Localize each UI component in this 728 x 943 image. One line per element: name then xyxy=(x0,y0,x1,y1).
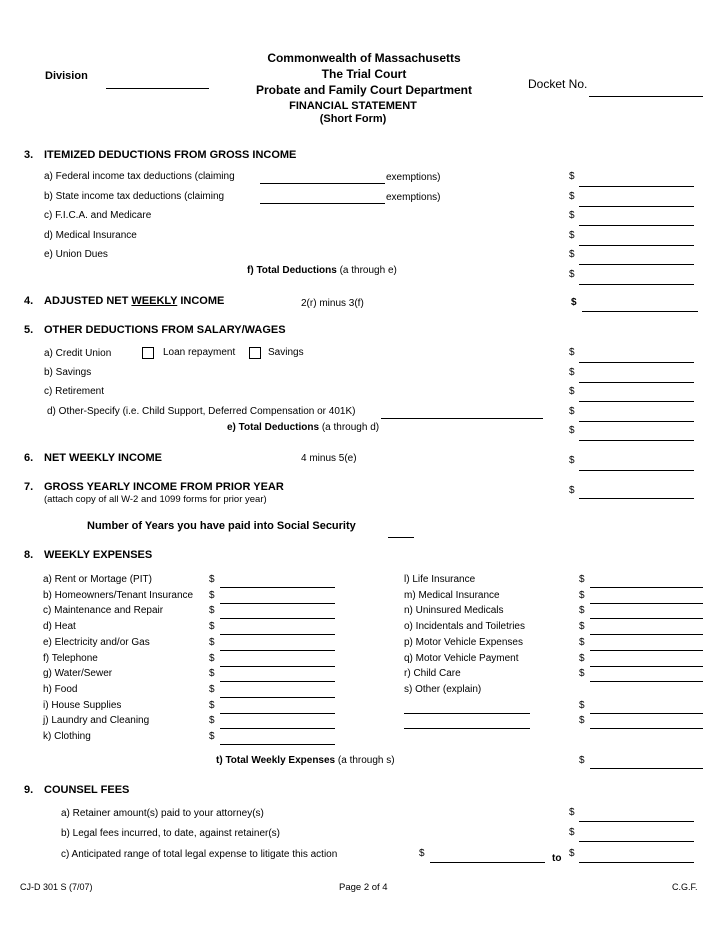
expense-amount-field[interactable] xyxy=(590,669,703,682)
dollar-sign: $ xyxy=(569,485,575,496)
dollar-sign: $ xyxy=(569,807,575,818)
union-dues-amount[interactable] xyxy=(579,252,694,265)
expense-amount-field[interactable] xyxy=(590,638,703,651)
dollar-sign: $ xyxy=(209,684,215,695)
net-weekly-amount[interactable] xyxy=(579,458,694,471)
federal-tax-label: a) Federal income tax deductions (claiming xyxy=(44,171,235,182)
court-name: Commonwealth of Massachusetts xyxy=(267,51,461,65)
section-4-number: 4. xyxy=(24,295,34,307)
expense-label: g) Water/Sewer xyxy=(43,668,113,679)
federal-exemptions-label: exemptions) xyxy=(386,172,441,183)
dollar-sign: $ xyxy=(419,848,425,859)
other-specify-label: d) Other-Specify (i.e. Child Support, Deferred Compensation or 401K) xyxy=(47,406,356,417)
docket-label: Docket No. xyxy=(528,77,588,91)
section-4-title: ADJUSTED NET WEEKLY INCOME xyxy=(44,295,225,307)
expense-label: d) Heat xyxy=(43,621,76,632)
section-6-title: NET WEEKLY INCOME xyxy=(44,452,162,464)
expense-amount-field[interactable] xyxy=(220,575,335,588)
document-subtitle: (Short Form) xyxy=(319,113,387,125)
dollar-sign: $ xyxy=(209,668,215,679)
expense-label: k) Clothing xyxy=(43,731,91,742)
fica-amount[interactable] xyxy=(579,213,694,226)
docket-field[interactable] xyxy=(589,84,703,97)
division-field[interactable] xyxy=(106,76,209,89)
dollar-sign: $ xyxy=(579,590,585,601)
section-5-title: OTHER DEDUCTIONS FROM SALARY/WAGES xyxy=(44,324,286,336)
other-deduction-amount[interactable] xyxy=(579,409,694,422)
federal-tax-amount[interactable] xyxy=(579,174,694,187)
medical-insurance-amount[interactable] xyxy=(579,233,694,246)
court-department: Probate and Family Court Department xyxy=(255,83,473,97)
expense-label: c) Maintenance and Repair xyxy=(43,605,164,616)
dollar-sign: $ xyxy=(579,621,585,632)
dollar-sign: $ xyxy=(209,700,215,711)
dollar-sign: $ xyxy=(209,715,215,726)
dollar-sign: $ xyxy=(209,637,215,648)
dollar-sign: $ xyxy=(571,297,577,308)
other-specify-field[interactable] xyxy=(381,406,543,419)
expense-amount-field[interactable] xyxy=(220,669,335,682)
expense-amount-field[interactable] xyxy=(590,575,703,588)
dollar-sign: $ xyxy=(579,668,585,679)
other-amount-1[interactable] xyxy=(590,701,703,714)
dollar-sign: $ xyxy=(209,590,215,601)
dollar-sign: $ xyxy=(569,191,575,202)
expense-label: e) Electricity and/or Gas xyxy=(43,637,150,648)
state-tax-amount[interactable] xyxy=(579,194,694,207)
gross-yearly-amount[interactable] xyxy=(579,486,694,499)
section-8-number: 8. xyxy=(24,549,34,561)
credit-union-label: a) Credit Union xyxy=(44,348,112,359)
dollar-sign: $ xyxy=(569,230,575,241)
savings-label: b) Savings xyxy=(44,367,92,378)
expense-label: a) Rent or Mortage (PIT) xyxy=(43,574,152,585)
dollar-sign: $ xyxy=(209,653,215,664)
expense-amount-field[interactable] xyxy=(220,622,335,635)
total-other-deductions-amount[interactable] xyxy=(579,428,694,441)
dollar-sign: $ xyxy=(569,347,575,358)
section-5-number: 5. xyxy=(24,324,34,336)
adjusted-net-amount[interactable] xyxy=(582,299,698,312)
page-number: Page 2 of 4 xyxy=(339,882,388,893)
section-7-note: (attach copy of all W-2 and 1099 forms for prior year) xyxy=(44,494,267,505)
dollar-sign: $ xyxy=(569,386,575,397)
loan-repayment-checkbox[interactable] xyxy=(142,347,154,359)
section-3-number: 3. xyxy=(24,149,34,161)
retainer-amount[interactable] xyxy=(579,809,694,822)
anticipated-high-amount[interactable] xyxy=(579,850,694,863)
dollar-sign: $ xyxy=(209,605,215,616)
expense-amount-field[interactable] xyxy=(220,685,335,698)
fica-label: c) F.I.C.A. and Medicare xyxy=(44,210,152,221)
expense-amount-field[interactable] xyxy=(220,606,335,619)
union-dues-label: e) Union Dues xyxy=(44,249,108,260)
section-9-title: COUNSEL FEES xyxy=(44,784,130,796)
expense-amount-field[interactable] xyxy=(590,622,703,635)
range-to-label: to xyxy=(552,853,562,864)
court-subtitle: The Trial Court xyxy=(321,67,407,81)
division-label: Division xyxy=(45,70,88,82)
expense-label: j) Laundry and Cleaning xyxy=(43,715,150,726)
dollar-sign: $ xyxy=(209,574,215,585)
dollar-sign: $ xyxy=(569,827,575,838)
expense-label: h) Food xyxy=(43,684,78,695)
dollar-sign: $ xyxy=(569,455,575,466)
dollar-sign: $ xyxy=(579,574,585,585)
dollar-sign: $ xyxy=(569,406,575,417)
form-initials: C.G.F. xyxy=(672,882,698,892)
social-security-years-field[interactable] xyxy=(388,525,414,538)
dollar-sign: $ xyxy=(579,755,585,766)
expense-label: q) Motor Vehicle Payment xyxy=(404,653,519,664)
dollar-sign: $ xyxy=(209,731,215,742)
anticipated-expense-label: c) Anticipated range of total legal expense to litigate this action xyxy=(61,849,338,860)
federal-exemptions-field[interactable] xyxy=(260,171,385,184)
loan-repayment-label: Loan repayment xyxy=(163,347,236,358)
expense-label: o) Incidentals and Toiletries xyxy=(404,621,525,632)
expense-amount-field[interactable] xyxy=(590,606,703,619)
expense-amount-field[interactable] xyxy=(220,591,335,604)
section-3-title: ITEMIZED DEDUCTIONS FROM GROSS INCOME xyxy=(44,149,297,161)
dollar-sign: $ xyxy=(579,637,585,648)
expense-amount-field[interactable] xyxy=(220,716,335,729)
expense-label: n) Uninsured Medicals xyxy=(404,605,504,616)
total-deductions-amount[interactable] xyxy=(579,272,694,285)
dollar-sign: $ xyxy=(569,210,575,221)
retainer-label: a) Retainer amount(s) paid to your attorney(s) xyxy=(61,808,264,819)
medical-insurance-label: d) Medical Insurance xyxy=(44,230,137,241)
form-code: CJ-D 301 S (7/07) xyxy=(20,882,93,892)
expense-amount-field[interactable] xyxy=(590,654,703,667)
other-amount-2[interactable] xyxy=(590,716,703,729)
savings-amount[interactable] xyxy=(579,370,694,383)
expense-label: f) Telephone xyxy=(43,653,98,664)
state-exemptions-field[interactable] xyxy=(260,191,385,204)
expense-label: b) Homeowners/Tenant Insurance xyxy=(43,590,194,601)
state-tax-label: b) State income tax deductions (claiming xyxy=(44,191,225,202)
adjusted-calc-note: 2(r) minus 3(f) xyxy=(301,298,364,309)
dollar-sign: $ xyxy=(579,653,585,664)
expense-label: s) Other (explain) xyxy=(404,684,482,695)
expense-label: l) Life Insurance xyxy=(404,574,476,585)
credit-union-amount[interactable] xyxy=(579,350,694,363)
expense-label: r) Child Care xyxy=(404,668,461,679)
dollar-sign: $ xyxy=(579,715,585,726)
dollar-sign: $ xyxy=(569,269,575,280)
total-weekly-expenses-label: t) Total Weekly Expenses (a through s) xyxy=(216,755,395,766)
expense-amount-field[interactable] xyxy=(590,591,703,604)
dollar-sign: $ xyxy=(209,621,215,632)
retirement-label: c) Retirement xyxy=(44,386,105,397)
net-calc-note: 4 minus 5(e) xyxy=(301,453,357,464)
expense-label: p) Motor Vehicle Expenses xyxy=(404,637,523,648)
expense-amount-field[interactable] xyxy=(220,654,335,667)
document-title: FINANCIAL STATEMENT xyxy=(289,100,417,112)
social-security-label: Number of Years you have paid into Social Security xyxy=(87,520,356,532)
total-deductions-label: f) Total Deductions (a through e) xyxy=(247,265,397,276)
dollar-sign: $ xyxy=(569,425,575,436)
section-6-number: 6. xyxy=(24,452,34,464)
expense-amount-field[interactable] xyxy=(220,732,335,745)
expense-amount-field[interactable] xyxy=(220,701,335,714)
dollar-sign: $ xyxy=(569,848,575,859)
section-9-number: 9. xyxy=(24,784,34,796)
other-explain-field-2[interactable] xyxy=(404,716,530,729)
total-other-deductions-label: e) Total Deductions (a through d) xyxy=(227,422,380,433)
state-exemptions-label: exemptions) xyxy=(386,192,441,203)
anticipated-low-amount[interactable] xyxy=(430,850,545,863)
legal-fees-label: b) Legal fees incurred, to date, against retainer(s) xyxy=(61,828,281,839)
other-explain-field-1[interactable] xyxy=(404,701,530,714)
section-7-number: 7. xyxy=(24,481,34,493)
dollar-sign: $ xyxy=(569,171,575,182)
dollar-sign: $ xyxy=(569,249,575,260)
expense-label: i) House Supplies xyxy=(43,700,122,711)
dollar-sign: $ xyxy=(579,700,585,711)
expense-label: m) Medical Insurance xyxy=(404,590,500,601)
legal-fees-amount[interactable] xyxy=(579,829,694,842)
retirement-amount[interactable] xyxy=(579,389,694,402)
dollar-sign: $ xyxy=(579,605,585,616)
section-8-title: WEEKLY EXPENSES xyxy=(44,549,153,561)
total-weekly-expenses-amount[interactable] xyxy=(590,756,703,769)
savings-checkbox[interactable] xyxy=(249,347,261,359)
section-7-title: GROSS YEARLY INCOME FROM PRIOR YEAR xyxy=(44,481,284,493)
savings-option-label: Savings xyxy=(268,347,304,358)
expense-amount-field[interactable] xyxy=(220,638,335,651)
dollar-sign: $ xyxy=(569,367,575,378)
